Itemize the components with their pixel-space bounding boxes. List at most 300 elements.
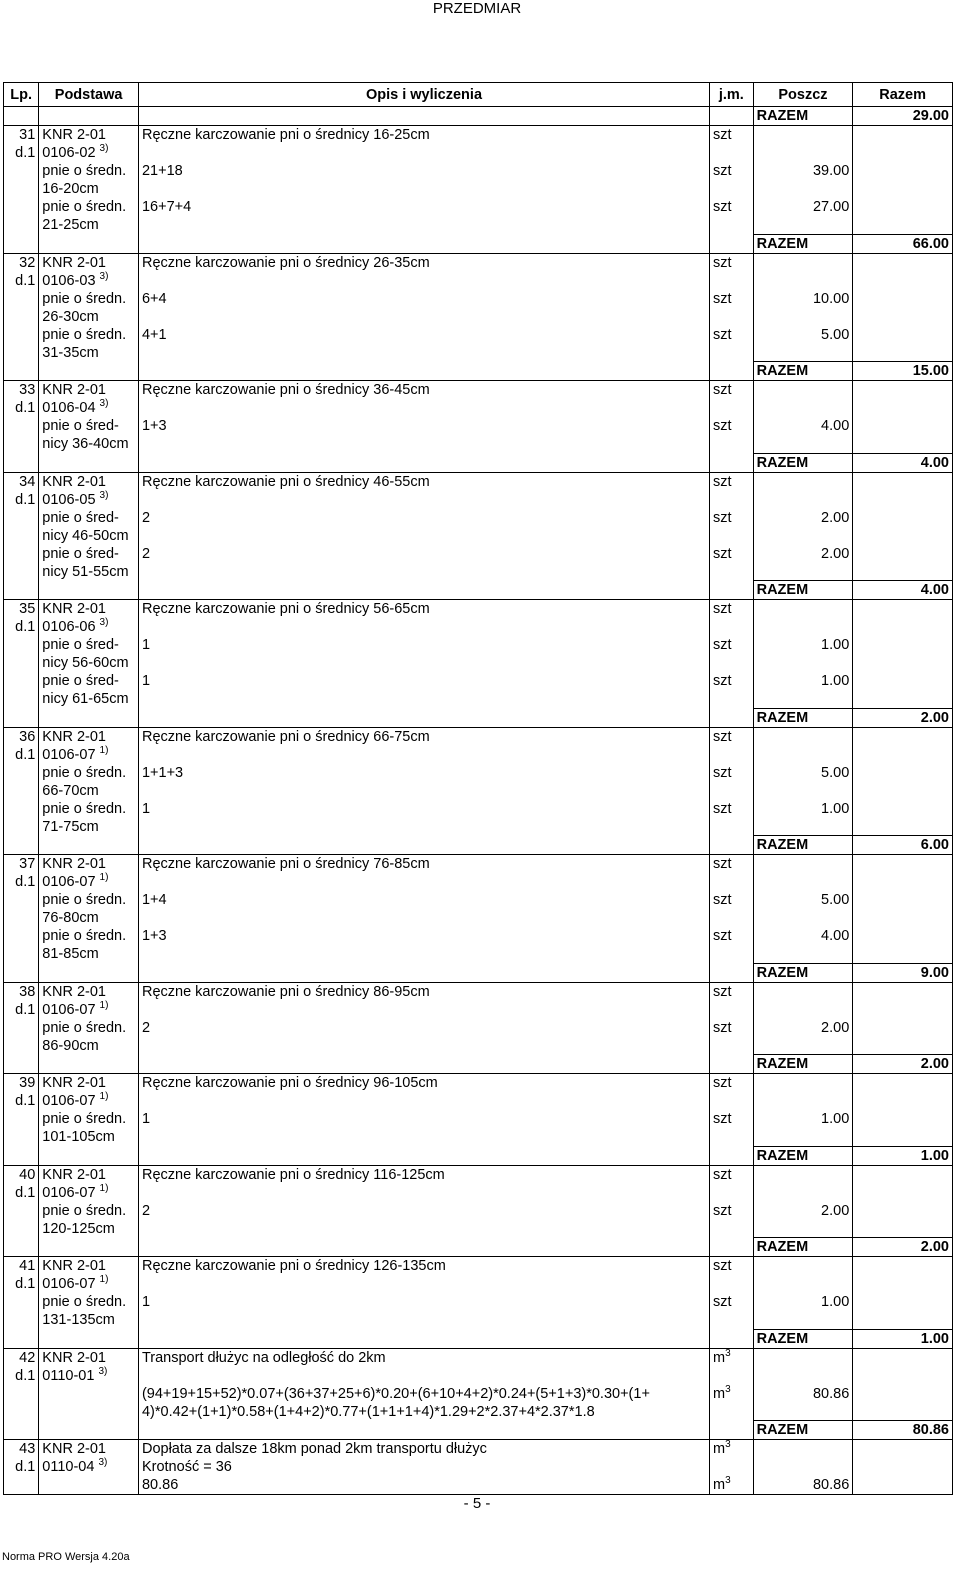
position-description: [138, 727, 709, 764]
empty-cell: [138, 453, 709, 472]
position-basis: [39, 727, 139, 764]
measurement-value: 5.00: [753, 326, 853, 362]
empty-cell: [138, 836, 709, 855]
measurement-unit: szt: [710, 891, 754, 927]
measurement-value: 10.00: [753, 290, 853, 326]
razem-row: [4, 963, 953, 982]
measurement-basis: pnie o średn. 76-80cm: [39, 891, 139, 927]
empty-cell: [710, 1329, 754, 1348]
basis-code-number: 0106-07: [42, 874, 96, 890]
empty-cell: [4, 290, 39, 326]
empty-cell: [4, 545, 39, 581]
empty-cell: [710, 1421, 754, 1440]
position-lp: [4, 600, 39, 637]
measurement-value: 1.00: [753, 1110, 853, 1146]
measurement-value: 39.00: [753, 162, 853, 198]
razem-value: 15.00: [853, 362, 953, 381]
page-number: - 5 -: [463, 1495, 491, 1512]
position-unit: [710, 1440, 754, 1477]
position-basis: [39, 1348, 139, 1385]
position-basis: [39, 600, 139, 637]
empty-cell: [4, 636, 39, 672]
empty-cell: [4, 453, 39, 472]
measurement-row: [4, 764, 953, 800]
empty-cell: [853, 891, 953, 927]
empty-cell: [710, 963, 754, 982]
empty-cell: [710, 1146, 754, 1165]
razem-value: 1.00: [853, 1146, 953, 1165]
measurement-unit: szt: [710, 545, 754, 581]
measurement-unit: szt: [710, 1202, 754, 1238]
measurement-calc: 1: [138, 636, 709, 672]
empty-cell: [138, 1238, 709, 1257]
razem-value: 6.00: [853, 836, 953, 855]
measurement-row: [4, 509, 953, 545]
position-unit: [710, 1348, 754, 1385]
basis-code-number: 0106-06: [42, 619, 96, 635]
unit-text: szt: [713, 254, 732, 271]
empty-cell: [4, 162, 39, 198]
empty-cell: [853, 198, 953, 234]
razem-row: [4, 1055, 953, 1074]
lp-suffix: d.1: [15, 1093, 36, 1109]
measurement-basis: pnie o śred- nicy 36-40cm: [39, 417, 139, 453]
measurement-row: [4, 1202, 953, 1238]
empty-cell: [753, 253, 853, 290]
measurement-calc: 21+18: [138, 162, 709, 198]
basis-footnote: 1): [99, 1091, 109, 1103]
razem-value: 2.00: [853, 1238, 953, 1257]
position-unit: [710, 727, 754, 764]
measurement-calc: 1: [138, 800, 709, 836]
measurement-value: 1.00: [753, 800, 853, 836]
position-basis: [39, 1440, 139, 1477]
measurement-row: [4, 545, 953, 581]
empty-cell: [853, 1440, 953, 1477]
measurement-unit: szt: [710, 1019, 754, 1055]
measurement-row: [4, 1293, 953, 1329]
measurement-row: [4, 162, 953, 198]
empty-cell: [4, 509, 39, 545]
razem-value: 66.00: [853, 234, 953, 253]
measurement-row: [4, 417, 953, 453]
position-lp: [4, 472, 39, 509]
empty-cell: [39, 963, 139, 982]
measurement-calc: 2: [138, 1202, 709, 1238]
position-unit: [710, 600, 754, 637]
col-poszcz: Poszcz: [753, 83, 853, 107]
empty-cell: [39, 836, 139, 855]
unit-text: szt: [713, 127, 732, 143]
position-lp: [4, 855, 39, 892]
empty-cell: [710, 1238, 754, 1257]
empty-cell: [753, 727, 853, 764]
razem-value: 29.00: [853, 107, 953, 126]
description-text: Ręczne karczowanie pni o średnicy 46-55cm: [141, 473, 430, 490]
razem-label: RAZEM: [753, 107, 853, 126]
measurement-calc: 4+1: [138, 326, 709, 362]
empty-cell: [4, 234, 39, 253]
measurement-unit: szt: [710, 198, 754, 234]
software-version: Norma PRO Wersja 4.20a: [2, 1551, 130, 1563]
empty-cell: [853, 417, 953, 453]
unit-text: szt: [713, 1258, 732, 1274]
empty-cell: [853, 855, 953, 892]
col-jm: j.m.: [710, 83, 754, 107]
measurement-basis: pnie o średn. 66-70cm: [39, 764, 139, 800]
basis-code-2: [42, 1001, 135, 1019]
measurement-basis: pnie o średn. 26-30cm: [39, 290, 139, 326]
przedmiar-table: [3, 82, 953, 1495]
measurement-row: [4, 198, 953, 234]
measurement-unit: $m^3$: [710, 1385, 754, 1421]
basis-code-number: 0106-02: [42, 145, 96, 161]
empty-cell: [853, 545, 953, 581]
document-title: PRZEDMIAR: [432, 0, 522, 17]
measurement-value: 2.00: [753, 545, 853, 581]
lp-suffix: d.1: [15, 1276, 36, 1292]
razem-label: RAZEM: [753, 234, 853, 253]
empty-cell: [753, 1074, 853, 1111]
position-lp: [4, 1257, 39, 1294]
measurement-unit: $m^3$: [710, 1476, 754, 1495]
basis-code: KNR 2-01: [42, 382, 106, 398]
empty-cell: [39, 581, 139, 600]
position-basis: [39, 253, 139, 290]
position-lp: [4, 1440, 39, 1477]
empty-cell: [138, 234, 709, 253]
basis-code: KNR 2-01: [42, 473, 106, 490]
unit-text: szt: [713, 382, 732, 398]
position-description: [138, 600, 709, 637]
position-description: [138, 982, 709, 1019]
empty-cell: [4, 326, 39, 362]
measurement-value: 80.86: [753, 1476, 853, 1495]
razem-value: 2.00: [853, 708, 953, 727]
lp-suffix: d.1: [15, 272, 36, 289]
measurement-unit: szt: [710, 927, 754, 963]
measurement-row: [4, 326, 953, 362]
empty-cell: [753, 381, 853, 418]
empty-cell: [753, 1348, 853, 1385]
empty-cell: [753, 1257, 853, 1294]
measurement-value: 1.00: [753, 636, 853, 672]
measurement-row: [4, 1385, 953, 1421]
empty-cell: [853, 1476, 953, 1495]
position-basis: [39, 1257, 139, 1294]
basis-footnote: 3): [99, 617, 109, 629]
measurement-row: [4, 672, 953, 708]
basis-code: KNR 2-01: [42, 1075, 106, 1091]
empty-cell: [853, 1074, 953, 1111]
position-unit: [710, 982, 754, 1019]
description-text: Ręczne karczowanie pni o średnicy 76-85cm: [141, 856, 430, 872]
position-description: [138, 381, 709, 418]
empty-cell: [853, 1293, 953, 1329]
razem-value: 1.00: [853, 1329, 953, 1348]
description-text: Ręczne karczowanie pni o średnicy 56-65cm: [141, 601, 430, 617]
measurement-unit: szt: [710, 636, 754, 672]
empty-cell: [4, 1476, 39, 1495]
empty-cell: [4, 198, 39, 234]
measurement-value: 1.00: [753, 672, 853, 708]
measurement-calc: 1+3: [138, 927, 709, 963]
basis-code-2: [42, 491, 135, 509]
lp-number: 38: [19, 983, 36, 1000]
measurement-calc: 1+1+3: [138, 764, 709, 800]
unit-text: szt: [713, 473, 732, 490]
lp-suffix: d.1: [15, 874, 36, 890]
col-podstawa: Podstawa: [39, 83, 139, 107]
description-text: Ręczne karczowanie pni o średnicy 16-25cm: [141, 127, 430, 143]
position-description: [138, 1348, 709, 1385]
empty-cell: [853, 326, 953, 362]
empty-cell: [4, 1055, 39, 1074]
empty-cell: [39, 1421, 139, 1440]
table-body: [4, 107, 953, 1495]
measurement-value: 80.86: [753, 1385, 853, 1421]
position-unit: [710, 253, 754, 290]
measurement-unit: szt: [710, 1293, 754, 1329]
basis-code: KNR 2-01: [42, 1258, 106, 1274]
position-unit: [710, 1257, 754, 1294]
empty-cell: [753, 982, 853, 1019]
empty-cell: [853, 764, 953, 800]
empty-cell: [4, 672, 39, 708]
razem-row: [4, 1238, 953, 1257]
position-description: [138, 472, 709, 509]
empty-cell: [853, 290, 953, 326]
position-description: [138, 1165, 709, 1202]
position-unit: [710, 126, 754, 163]
measurement-basis: pnie o średn. 86-90cm: [39, 1019, 139, 1055]
empty-cell: [853, 1019, 953, 1055]
empty-cell: [39, 234, 139, 253]
measurement-row: [4, 1019, 953, 1055]
razem-row: [4, 708, 953, 727]
basis-code: KNR 2-01: [42, 1166, 106, 1183]
position-basis: [39, 472, 139, 509]
measurement-calc: 1+4: [138, 891, 709, 927]
razem-label: RAZEM: [753, 836, 853, 855]
empty-cell: [4, 362, 39, 381]
measurement-calc: 16+7+4: [138, 198, 709, 234]
razem-label: RAZEM: [753, 1055, 853, 1074]
measurement-row: [4, 927, 953, 963]
empty-cell: [853, 1110, 953, 1146]
empty-cell: [138, 581, 709, 600]
basis-code-2: [42, 1184, 135, 1202]
empty-cell: [4, 891, 39, 927]
razem-row: [4, 234, 953, 253]
measurement-value: 4.00: [753, 417, 853, 453]
lp-number: 32: [19, 254, 36, 271]
empty-cell: [753, 472, 853, 509]
razem-label: RAZEM: [753, 963, 853, 982]
empty-cell: [853, 1348, 953, 1385]
lp-suffix: d.1: [15, 400, 36, 416]
razem-row: [4, 453, 953, 472]
measurement-row: [4, 290, 953, 326]
basis-code-2: [42, 1458, 135, 1476]
col-opis: Opis i wyliczenia: [138, 83, 709, 107]
basis-code-2: [42, 618, 135, 636]
razem-row: [4, 107, 953, 126]
razem-label: RAZEM: [753, 1146, 853, 1165]
measurement-unit: szt: [710, 764, 754, 800]
empty-cell: [853, 927, 953, 963]
description-text: Ręczne karczowanie pni o średnicy 66-75cm: [141, 728, 430, 745]
empty-cell: [753, 126, 853, 163]
lp-number: 40: [19, 1166, 36, 1183]
razem-label: RAZEM: [753, 1421, 853, 1440]
empty-cell: [4, 1238, 39, 1257]
measurement-value: 5.00: [753, 891, 853, 927]
position-lp: [4, 1165, 39, 1202]
measurement-basis: pnie o średn. 120-125cm: [39, 1202, 139, 1238]
position-lp: [4, 727, 39, 764]
measurement-unit: szt: [710, 290, 754, 326]
lp-suffix: d.1: [15, 1001, 36, 1018]
position-basis: [39, 982, 139, 1019]
empty-cell: [853, 472, 953, 509]
basis-footnote: 3): [99, 398, 109, 410]
measurement-value: 2.00: [753, 509, 853, 545]
empty-cell: [853, 253, 953, 290]
empty-cell: [4, 1329, 39, 1348]
empty-cell: [710, 836, 754, 855]
empty-cell: [753, 600, 853, 637]
empty-cell: [853, 672, 953, 708]
position-unit: [710, 381, 754, 418]
measurement-calc: 2: [138, 545, 709, 581]
col-razem: Razem: [853, 83, 953, 107]
empty-cell: [4, 1146, 39, 1165]
empty-cell: [853, 600, 953, 637]
basis-code: KNR 2-01: [42, 1441, 106, 1457]
empty-cell: [39, 1238, 139, 1257]
basis-code-2: [42, 746, 135, 764]
measurement-value: 4.00: [753, 927, 853, 963]
position-row: [4, 1074, 953, 1111]
empty-cell: [4, 1110, 39, 1146]
empty-cell: [4, 764, 39, 800]
empty-cell: [853, 636, 953, 672]
position-basis: [39, 855, 139, 892]
empty-cell: [4, 708, 39, 727]
empty-cell: [138, 1146, 709, 1165]
basis-code-number: 0106-07: [42, 1093, 96, 1109]
unit-text: $m^3$: [713, 1439, 731, 1457]
description-text: Ręczne karczowanie pni o średnicy 116-125cm: [141, 1166, 445, 1183]
measurement-basis: pnie o średn. 21-25cm: [39, 198, 139, 234]
empty-cell: [4, 927, 39, 963]
unit-text: szt: [713, 983, 732, 1000]
empty-cell: [753, 1440, 853, 1477]
position-description: [138, 1440, 709, 1477]
razem-label: RAZEM: [753, 1238, 853, 1257]
razem-value: 4.00: [853, 581, 953, 600]
position-lp: [4, 1348, 39, 1385]
measurement-basis: pnie o śred- nicy 51-55cm: [39, 545, 139, 581]
empty-cell: [4, 963, 39, 982]
empty-cell: [853, 509, 953, 545]
razem-row: [4, 362, 953, 381]
measurement-basis: pnie o średn. 81-85cm: [39, 927, 139, 963]
position-row: [4, 727, 953, 764]
basis-code-number: 0106-07: [42, 1184, 96, 1201]
lp-number: 43: [19, 1441, 36, 1457]
measurement-basis: pnie o śred- nicy 56-60cm: [39, 636, 139, 672]
unit-text: szt: [713, 1166, 732, 1183]
description-text: Ręczne karczowanie pni o średnicy 86-95cm: [141, 983, 430, 1000]
basis-footnote: 3): [98, 1365, 108, 1377]
empty-cell: [39, 1055, 139, 1074]
measurement-row: [4, 1476, 953, 1495]
position-description: [138, 855, 709, 892]
lp-number: 36: [19, 728, 36, 745]
unit-text: szt: [713, 856, 732, 872]
measurement-basis: [39, 1476, 139, 1495]
basis-code-number: 0106-03: [42, 272, 96, 289]
basis-code-2: [42, 399, 135, 417]
empty-cell: [853, 982, 953, 1019]
measurement-calc: (94+19+15+52)*0.07+(36+37+25+6)*0.20+(6+10+4+2)*0.24+(5+1+3)*0.30+(1+ 4)*0.42+(1+1)*0.58+(1+4+2)*0.77+(1+1+1+4)*1.29+2*2.37+4*2.37*1.8: [138, 1385, 709, 1421]
empty-cell: [138, 1055, 709, 1074]
position-row: [4, 1257, 953, 1294]
description-text: Ręczne karczowanie pni o średnicy 26-35cm: [141, 254, 430, 271]
measurement-row: [4, 891, 953, 927]
empty-cell: [710, 453, 754, 472]
position-description: [138, 126, 709, 163]
empty-cell: [4, 1385, 39, 1421]
description-text: Ręczne karczowanie pni o średnicy 36-45cm: [141, 382, 430, 398]
empty-cell: [138, 362, 709, 381]
basis-code: KNR 2-01: [42, 983, 106, 1000]
position-row: [4, 1165, 953, 1202]
basis-footnote: 1): [99, 872, 109, 884]
empty-cell: [4, 417, 39, 453]
header-row: [4, 83, 953, 107]
position-lp: [4, 381, 39, 418]
basis-code-2: [42, 873, 135, 891]
basis-code: KNR 2-01: [42, 856, 106, 872]
position-unit: [710, 855, 754, 892]
empty-cell: [853, 381, 953, 418]
position-row: [4, 855, 953, 892]
basis-footnote: 1): [99, 1274, 109, 1286]
basis-code-2: [42, 272, 135, 290]
empty-cell: [4, 836, 39, 855]
measurement-basis: pnie o śred- nicy 61-65cm: [39, 672, 139, 708]
unit-text: szt: [713, 601, 732, 617]
position-row: [4, 600, 953, 637]
empty-cell: [4, 581, 39, 600]
lp-number: 31: [19, 127, 36, 143]
measurement-basis: pnie o średn. 131-135cm: [39, 1293, 139, 1329]
measurement-basis: pnie o średn. 31-35cm: [39, 326, 139, 362]
basis-footnote: 1): [99, 999, 109, 1011]
basis-code-number: 0106-07: [42, 1276, 96, 1292]
lp-suffix: d.1: [15, 491, 36, 508]
empty-cell: [853, 1257, 953, 1294]
basis-code: KNR 2-01: [42, 254, 106, 271]
position-description: [138, 253, 709, 290]
empty-cell: [138, 708, 709, 727]
lp-number: 33: [19, 382, 36, 398]
measurement-value: 2.00: [753, 1019, 853, 1055]
measurement-value: 1.00: [753, 1293, 853, 1329]
